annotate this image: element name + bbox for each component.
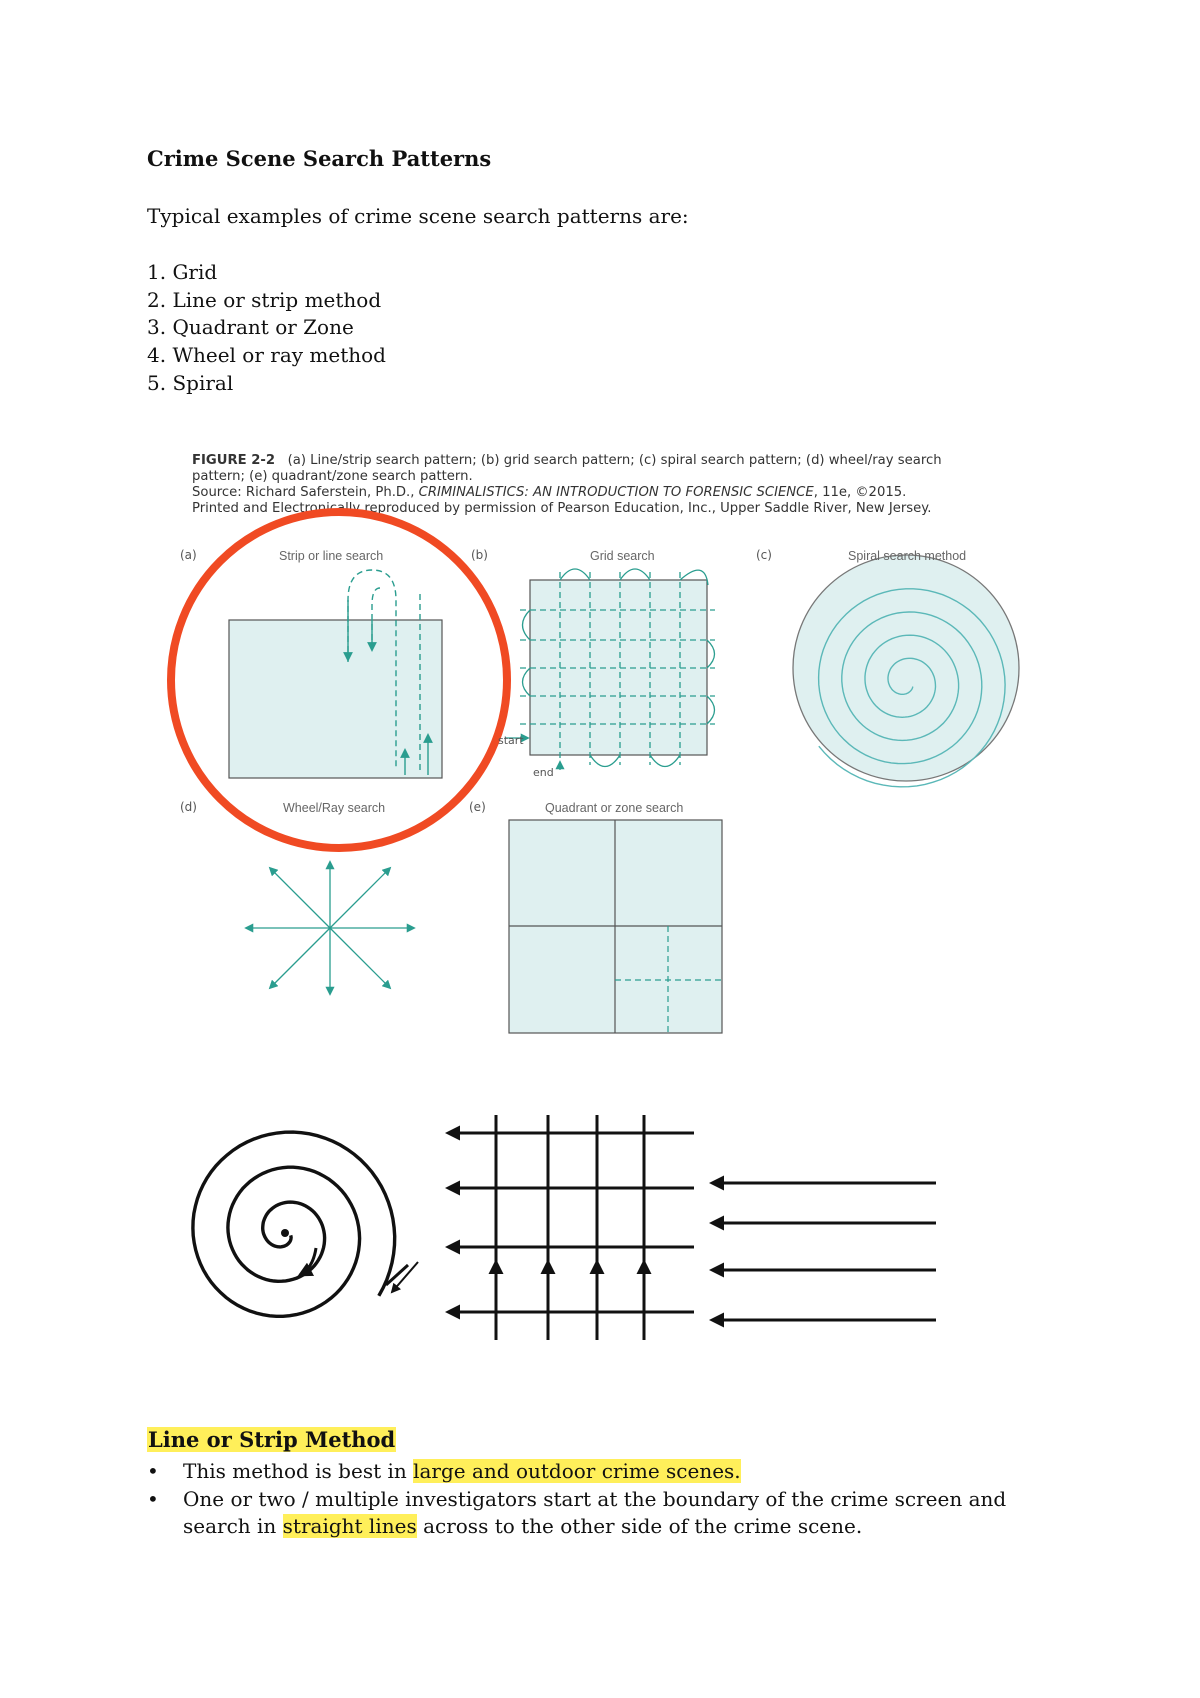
panel-e-label: (e) [469, 800, 486, 814]
strip-search-panel [229, 570, 442, 778]
list-item: 5. Spiral [147, 370, 234, 395]
panel-c-title: Spiral search method [848, 549, 967, 563]
grid-arrow-sketch [448, 1115, 694, 1340]
panel-d-label: (d) [180, 800, 197, 814]
panel-b-title: Grid search [590, 549, 655, 563]
caption-line-1: (a) Line/strip search pattern; (b) grid search pattern; (c) spiral search pattern; (d) wheel/ray search [287, 453, 942, 468]
caption-source: Source: Richard Saferstein, Ph.D., CRIMINALISTICS: AN INTRODUCTION TO FORENSIC SCIENCE, 11e, ©2015. [192, 485, 907, 500]
caption-permission: Printed and Electronically reproduced by permission of Pearson Education, Inc., Upper Saddle River, New Jersey. [192, 501, 932, 516]
grid-search-panel [505, 569, 715, 770]
hand-spiral-sketch [193, 1132, 418, 1316]
panel-b-label: (b) [471, 548, 488, 562]
grid-start-label: start [498, 734, 524, 747]
grid-end-label: end [533, 766, 554, 779]
intro-paragraph: Typical examples of crime scene search patterns are: [147, 204, 689, 228]
list-item: 4. Wheel or ray method [147, 343, 386, 368]
list-item: • One or two / multiple investigators start at the boundary of the crime screen and search in straight lines across to the other side of the crime scene. [147, 1486, 1007, 1539]
list-item: 2. Line or strip method [147, 287, 382, 312]
document-title: Crime Scene Search Patterns [147, 146, 492, 171]
highlighted-text: large and outdoor crime scenes. [413, 1459, 741, 1483]
list-item: • This method is best in large and outdoor crime scenes. [147, 1459, 741, 1483]
caption-line-2: pattern; (e) quadrant/zone search pattern. [192, 469, 473, 484]
wheel-ray-panel [246, 862, 414, 994]
panel-a-label: (a) [180, 548, 197, 562]
list-item: 1. Grid [147, 260, 218, 284]
figure-label: FIGURE 2-2 [192, 453, 276, 468]
list-item: 3. Quadrant or Zone [147, 315, 354, 340]
panel-e-title: Quadrant or zone search [545, 801, 684, 815]
spiral-search-panel [793, 555, 1019, 787]
quadrant-search-panel [509, 820, 722, 1033]
section-bullets [147, 1458, 1067, 1541]
panel-d-title: Wheel/Ray search [283, 801, 386, 815]
highlighted-text: straight lines [282, 1514, 417, 1539]
panel-c-label: (c) [756, 548, 772, 562]
strip-arrow-sketch [712, 1183, 936, 1320]
panel-a-title: Strip or line search [279, 549, 384, 563]
section-heading: Line or Strip Method [148, 1427, 396, 1452]
